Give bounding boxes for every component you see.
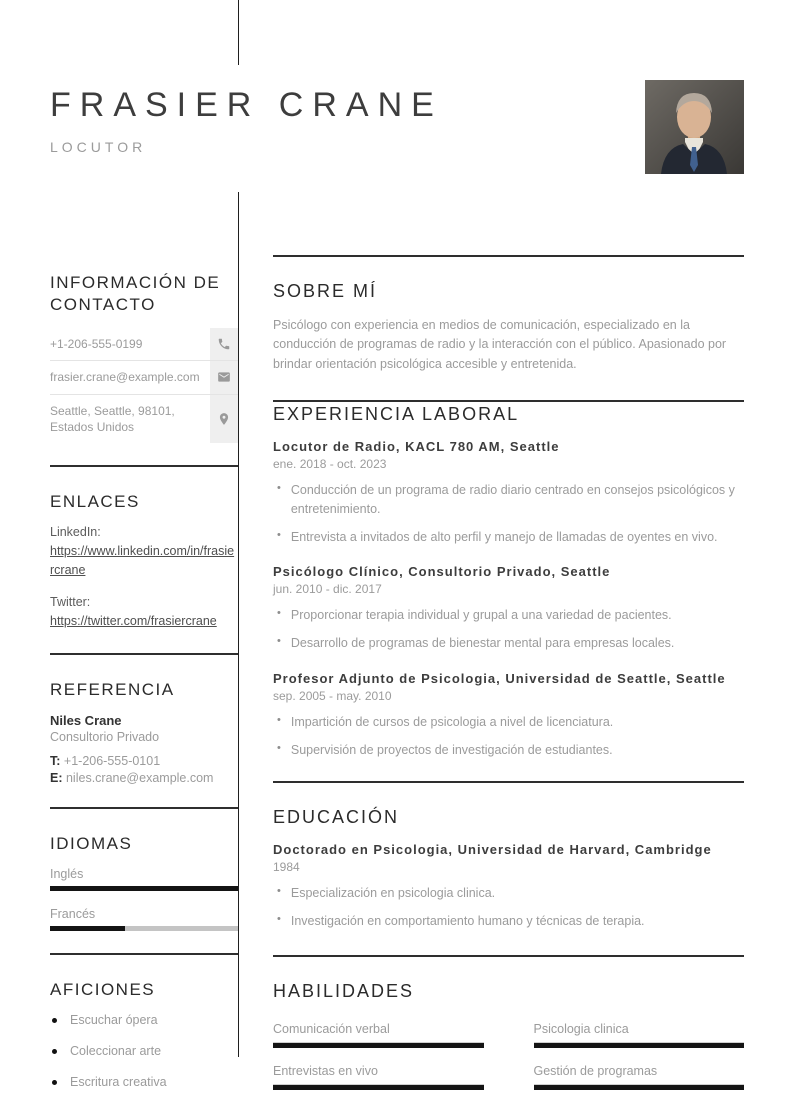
twitter-link[interactable]: https://twitter.com/frasiercrane bbox=[50, 614, 217, 629]
skill-name: Entrevistas en vivo bbox=[273, 1063, 378, 1078]
skill-level-bar bbox=[534, 1042, 745, 1048]
education-entry bbox=[273, 842, 744, 931]
bullet-dot bbox=[52, 1049, 57, 1054]
skill-item bbox=[534, 1064, 745, 1090]
job-dates: ene. 2018 - oct. 2023 bbox=[273, 457, 387, 472]
reference-company: Consultorio Privado bbox=[50, 729, 160, 744]
reference-phone-label: T: bbox=[50, 753, 61, 768]
reference-phone bbox=[50, 754, 238, 768]
experience-entry bbox=[273, 671, 744, 760]
portrait-illustration bbox=[645, 80, 744, 174]
sidebar bbox=[50, 272, 238, 1106]
skill-item bbox=[534, 1022, 745, 1048]
language-level-bar bbox=[50, 886, 238, 891]
hobby-label: Escuchar ópera bbox=[70, 1012, 158, 1027]
contact-phone-row bbox=[50, 328, 238, 361]
divider-vertical-top bbox=[238, 0, 239, 65]
about-text: Psicólogo con experiencia en medios de comunicación, especializado en la conducción de programas de radio y la interacción con el público. Apasionado por brindar orientación psicológica accesible y entretenida. bbox=[273, 318, 727, 371]
contact-email-row bbox=[50, 361, 238, 394]
job-title: Locutor de Radio, KACL 780 AM, Seattle bbox=[273, 439, 560, 455]
link-linkedin bbox=[50, 525, 238, 579]
education-bullet: • Especialización en psicologia clinica. bbox=[277, 885, 496, 901]
skill-level-bar bbox=[273, 1084, 484, 1090]
bullet-dot: • bbox=[277, 635, 281, 648]
bullet-dot: • bbox=[277, 482, 281, 495]
hobbies-heading: AFICIONES bbox=[50, 979, 156, 999]
contact-heading: INFORMACIÓN DE CONTACTO bbox=[50, 273, 221, 315]
language-name: Inglés bbox=[50, 866, 84, 881]
link-label: LinkedIn: bbox=[50, 525, 101, 540]
contact-info bbox=[50, 328, 238, 443]
skills-grid bbox=[273, 1022, 744, 1090]
degree-title: Doctorado en Psicologia, Universidad de Harvard, Cambridge bbox=[273, 842, 712, 858]
bullet-dot bbox=[52, 1080, 57, 1085]
section-divider bbox=[273, 400, 744, 402]
contact-address-row bbox=[50, 395, 238, 443]
sidebar-divider bbox=[50, 807, 238, 809]
main-content bbox=[273, 255, 744, 1090]
sidebar-divider bbox=[50, 953, 238, 955]
job-title: Profesor Adjunto de Psicologia, Universidad de Seattle, Seattle bbox=[273, 670, 726, 686]
skill-name: Gestión de programas bbox=[533, 1063, 658, 1078]
contact-address: Seattle, Seattle, 98101, Estados Unidos bbox=[50, 403, 175, 434]
section-divider bbox=[273, 955, 744, 957]
person-name: FRASIER CRANE bbox=[50, 86, 443, 124]
sidebar-divider bbox=[50, 465, 238, 467]
phone-icon bbox=[210, 328, 238, 360]
job-bullet: • Desarrollo de programas de bienestar mental para empresas locales. bbox=[277, 635, 675, 651]
section-divider bbox=[273, 781, 744, 783]
language-name: Francés bbox=[50, 906, 96, 921]
education-bullet: • Investigación en comportamiento humano y técnicas de terapia. bbox=[277, 913, 645, 929]
education-heading: EDUCACIÓN bbox=[273, 807, 400, 828]
section-divider bbox=[273, 255, 744, 257]
bullet-dot: • bbox=[277, 713, 281, 726]
pin-icon bbox=[210, 395, 238, 443]
bullet-dot: • bbox=[277, 885, 281, 898]
reference-email-label: E: bbox=[50, 770, 63, 785]
hobby-label: Coleccionar arte bbox=[70, 1043, 162, 1058]
sidebar-divider bbox=[50, 653, 238, 655]
linkedin-link[interactable]: https://www.linkedin.com/in/frasiercrane bbox=[50, 544, 235, 577]
header bbox=[50, 86, 443, 155]
bullet-dot: • bbox=[277, 741, 281, 754]
bullet-dot: • bbox=[277, 913, 281, 926]
reference-phone-value: +1-206-555-0101 bbox=[63, 753, 161, 768]
skill-item bbox=[273, 1064, 484, 1090]
job-dates: jun. 2010 - dic. 2017 bbox=[273, 582, 382, 597]
language-level-bar bbox=[50, 926, 238, 931]
job-bullet: • Proporcionar terapia individual y grupal a una variedad de pacientes. bbox=[277, 607, 672, 623]
reference-name: Niles Crane bbox=[50, 712, 122, 728]
mail-icon bbox=[210, 361, 238, 393]
language-item bbox=[50, 867, 238, 891]
link-twitter bbox=[50, 595, 238, 631]
links-heading: ENLACES bbox=[50, 491, 140, 511]
skills-heading: HABILIDADES bbox=[273, 980, 415, 1001]
job-title: Psicólogo Clínico, Consultorio Privado, Seattle bbox=[273, 564, 611, 580]
job-bullet: • Supervisión de proyectos de investigación de estudiantes. bbox=[277, 741, 613, 757]
skill-level-bar bbox=[273, 1042, 484, 1048]
experience-heading: EXPERIENCIA LABORAL bbox=[273, 404, 520, 425]
about-heading: SOBRE MÍ bbox=[273, 281, 378, 301]
contact-email: frasier.crane@example.com bbox=[50, 370, 200, 385]
degree-year: 1984 bbox=[273, 860, 300, 875]
divider-vertical-main bbox=[238, 192, 239, 1057]
reference-email bbox=[50, 771, 238, 785]
language-item bbox=[50, 907, 238, 931]
job-bullet: • Entrevista a invitados de alto perfil y manejo de llamadas de oyentes en vivo. bbox=[277, 528, 718, 544]
job-dates: sep. 2005 - may. 2010 bbox=[273, 688, 392, 703]
skill-level-bar bbox=[534, 1084, 745, 1090]
link-label: Twitter: bbox=[50, 595, 91, 610]
languages-heading: IDIOMAS bbox=[50, 833, 133, 853]
hobby-item bbox=[50, 1075, 238, 1089]
reference-email-value: niles.crane@example.com bbox=[65, 770, 214, 785]
profile-photo bbox=[645, 80, 744, 174]
experience-entry bbox=[273, 564, 744, 653]
skill-item bbox=[273, 1022, 484, 1048]
skill-name: Comunicación verbal bbox=[273, 1021, 390, 1036]
job-title-subtitle: LOCUTOR bbox=[50, 139, 147, 155]
bullet-dot: • bbox=[277, 607, 281, 620]
skill-name: Psicologia clinica bbox=[533, 1021, 629, 1036]
reference-heading: REFERENCIA bbox=[50, 679, 175, 699]
experience-entry bbox=[273, 439, 744, 546]
hobby-item bbox=[50, 1044, 238, 1058]
job-bullet: • Impartición de cursos de psicologia a nivel de licenciatura. bbox=[277, 713, 614, 729]
contact-phone: +1-206-555-0199 bbox=[50, 337, 143, 352]
hobby-label: Escritura creativa bbox=[70, 1074, 167, 1089]
bullet-dot bbox=[52, 1018, 57, 1023]
hobby-item bbox=[50, 1013, 238, 1027]
bullet-dot: • bbox=[277, 528, 281, 541]
job-bullet: • Conducción de un programa de radio diario centrado en consejos psicológicos y entretenimiento. bbox=[277, 482, 735, 516]
